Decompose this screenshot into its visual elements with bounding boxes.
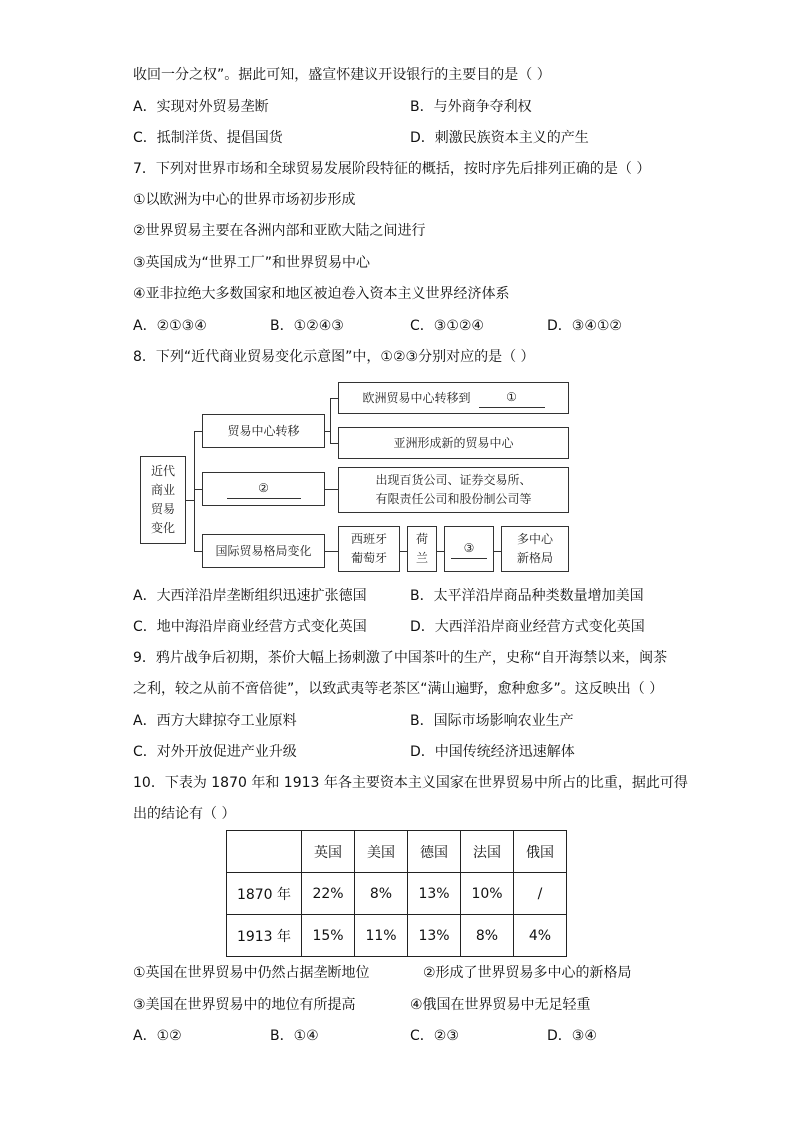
table-cell: / — [514, 873, 567, 915]
q8-stem: 8．下列“近代商业贸易变化示意图”中，①②③分别对应的是（ ） — [133, 349, 535, 365]
q10-option-d: D．③④ — [547, 1028, 597, 1044]
q10-option-b: B．①④ — [270, 1028, 319, 1044]
blank-2: ② — [227, 479, 301, 499]
table-cell: 13% — [408, 873, 461, 915]
diagram-root — [140, 456, 186, 544]
b3-step4-line2: 新格局 — [516, 551, 553, 565]
b2-item-business-forms — [338, 467, 569, 513]
b1-item-europe-center — [338, 382, 569, 414]
connector — [325, 551, 338, 552]
q10-option-a: A．①② — [133, 1028, 182, 1044]
table-cell: 15% — [302, 915, 355, 957]
branch-trade-center-shift-label: 贸易中心转移 — [227, 423, 300, 438]
b3-step1-line2: 葡萄牙 — [350, 551, 387, 565]
connector — [330, 443, 338, 444]
q7-item-2: ②世界贸易主要在各洲内部和亚欧大陆之间进行 — [133, 223, 426, 239]
q7-option-d: D．③④①② — [547, 318, 622, 334]
table-cell: 13% — [408, 915, 461, 957]
q10-item-1: ①英国在世界贸易中仍然占据垄断地位 — [133, 965, 370, 981]
q7-stem: 7．下列对世界市场和全球贸易发展阶段特征的概括，按时序先后排列正确的是（ ） — [133, 161, 651, 177]
b3-step-blank-3 — [444, 526, 494, 572]
b1-item-asia-center-text: 亚洲形成新的贸易中心 — [393, 435, 514, 450]
q9-option-b: B．国际市场影响农业生产 — [410, 713, 574, 729]
connector — [194, 489, 202, 490]
q9-stem-line2: 之利，较之从前不啻倍徙”，以致武夷等老茶区“满山遍野，愈种愈多”。这反映出（ ） — [133, 681, 664, 697]
table-header-cell: 美国 — [355, 831, 408, 873]
b1-item-europe-center-text: 欧洲贸易中心转移到 — [362, 390, 471, 405]
q7-item-4: ④亚非拉绝大多数国家和地区被迫卷入资本主义世界经济体系 — [133, 286, 510, 302]
q10-item-4: ④俄国在世界贸易中无足轻重 — [410, 997, 591, 1013]
table-cell: 8% — [461, 915, 514, 957]
diagram-root-label: 近代商业贸易变化 — [150, 464, 175, 535]
q9-option-d: D．中国传统经济迅速解体 — [410, 744, 575, 760]
table-cell: 10% — [461, 873, 514, 915]
q9-stem-line1: 9．鸦片战争后初期，茶价大幅上扬刺激了中国茶叶的生产，史称“自开海禁以来，闽茶 — [133, 650, 668, 666]
table-cell: 4% — [514, 915, 567, 957]
connector — [437, 551, 444, 552]
b1-item-asia-center — [338, 427, 569, 459]
connector — [400, 551, 407, 552]
trade-share-table — [226, 830, 567, 957]
q7-option-c: C．③①②④ — [410, 318, 484, 334]
branch-trade-pattern-change — [202, 534, 325, 568]
q8-option-b: B．太平洋沿岸商品种类数量增加美国 — [410, 588, 644, 604]
b3-step2-line2: 兰 — [415, 551, 428, 565]
table-cell: 8% — [355, 873, 408, 915]
table-cell: 1870 年 — [227, 873, 302, 915]
q10-stem-line1: 10．下表为 1870 年和 1913 年各主要资本主义国家在世界贸易中所占的比重，据此可得 — [133, 775, 688, 791]
q6-option-c: C．抵制洋货、提倡国货 — [133, 130, 283, 146]
table-row — [227, 873, 567, 915]
table-header-cell — [227, 831, 302, 873]
q7-option-b: B．①②④③ — [270, 318, 344, 334]
q7-option-a: A．②①③④ — [133, 318, 207, 334]
q6-option-b: B．与外商争夺利权 — [410, 99, 532, 115]
q9-option-c: C．对外开放促进产业升级 — [133, 744, 297, 760]
b2-item-line2: 有限责任公司和股份制公司等 — [375, 492, 532, 506]
table-cell: 1913 年 — [227, 915, 302, 957]
q6-option-a: A．实现对外贸易垄断 — [133, 99, 269, 115]
connector — [194, 551, 202, 552]
connector — [194, 431, 202, 432]
b3-step-netherlands — [407, 526, 437, 572]
q6-stem-tail: 收回一分之权”。据此可知，盛宣怀建议开设银行的主要目的是（ ） — [133, 67, 551, 83]
q10-item-2: ②形成了世界贸易多中心的新格局 — [423, 965, 632, 981]
b2-item-line1: 出现百货公司、证券交易所、 — [375, 473, 532, 487]
branch-trade-center-shift — [202, 414, 325, 448]
q8-option-c: C．地中海沿岸商业经营方式变化英国 — [133, 619, 367, 635]
q10-option-c: C．②③ — [410, 1028, 459, 1044]
branch-blank-2 — [202, 472, 325, 506]
q6-option-d: D．刺激民族资本主义的产生 — [410, 130, 589, 146]
q10-item-3: ③美国在世界贸易中的地位有所提高 — [133, 997, 356, 1013]
connector — [325, 489, 338, 490]
table-header-row — [227, 831, 567, 873]
table-cell: 22% — [302, 873, 355, 915]
b3-step1-line1: 西班牙 — [350, 532, 387, 546]
b3-step-spain-portugal — [338, 526, 400, 572]
q10-stem-line2: 出的结论有（ ） — [133, 806, 236, 822]
connector — [330, 398, 338, 399]
table-header-cell: 俄国 — [514, 831, 567, 873]
connector — [186, 500, 194, 501]
connector — [325, 431, 330, 432]
connector — [330, 398, 331, 443]
table-cell: 11% — [355, 915, 408, 957]
q8-option-d: D．大西洋沿岸商业经营方式变化英国 — [410, 619, 645, 635]
q7-item-3: ③英国成为“世界工厂”和世界贸易中心 — [133, 255, 371, 271]
blank-1: ① — [479, 388, 545, 408]
connector — [194, 431, 195, 551]
b3-step4-line1: 多中心 — [516, 532, 553, 546]
b3-step2-line1: 荷 — [415, 532, 428, 546]
b3-step-multi-center — [501, 526, 569, 572]
table-header-cell: 法国 — [461, 831, 514, 873]
connector — [494, 551, 501, 552]
q8-option-a: A．大西洋沿岸垄断组织迅速扩张德国 — [133, 588, 367, 604]
table-header-cell: 英国 — [302, 831, 355, 873]
branch-trade-pattern-change-label: 国际贸易格局变化 — [215, 543, 312, 558]
table-row — [227, 915, 567, 957]
q7-item-1: ①以欧洲为中心的世界市场初步形成 — [133, 192, 356, 208]
q9-option-a: A．西方大肆掠夺工业原料 — [133, 713, 297, 729]
blank-3: ③ — [451, 539, 487, 559]
table-header-cell: 德国 — [408, 831, 461, 873]
